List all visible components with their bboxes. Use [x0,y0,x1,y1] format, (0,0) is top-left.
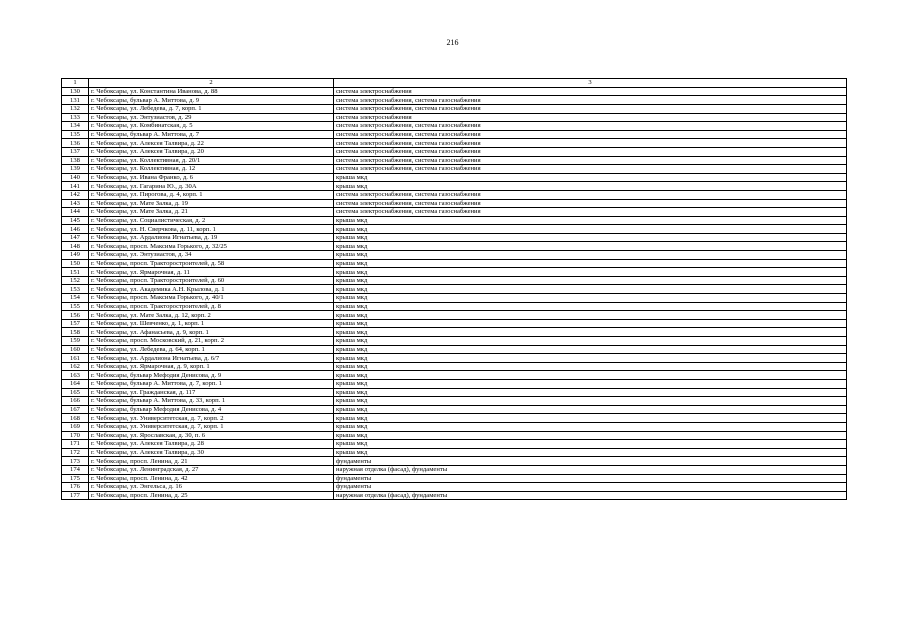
row-number-cell: 166 [62,397,89,406]
address-cell: г. Чебоксары, ул. Социалистическая, д. 2 [89,216,334,225]
row-number-cell: 172 [62,448,89,457]
systems-cell: крыша мкд [334,405,847,414]
row-number-cell: 142 [62,190,89,199]
systems-cell: система электроснабжения, система газоснабжения [334,156,847,165]
address-cell: г. Чебоксары, ул. Ярмарочная, д. 11 [89,268,334,277]
row-number-cell: 145 [62,216,89,225]
row-number-cell: 137 [62,147,89,156]
systems-cell: фундаменты [334,457,847,466]
systems-cell: крыша мкд [334,225,847,234]
address-cell: г. Чебоксары, ул. Коллективная, д. 20/1 [89,156,334,165]
address-cell: г. Чебоксары, просп. Московский, д. 21, корп. 2 [89,337,334,346]
row-number-cell: 162 [62,362,89,371]
address-cell: г. Чебоксары, бульвар А. Миттова, д. 9 [89,96,334,105]
table-row [62,405,847,414]
table-row [62,147,847,156]
address-cell: г. Чебоксары, ул. Лебедева, д. 64, корп. 1 [89,345,334,354]
table-row [62,345,847,354]
table-row [62,122,847,131]
systems-cell: крыша мкд [334,216,847,225]
row-number-cell: 173 [62,457,89,466]
table-row [62,362,847,371]
systems-cell: крыша мкд [334,233,847,242]
table-row [62,216,847,225]
row-number-cell: 149 [62,251,89,260]
row-number-cell: 155 [62,302,89,311]
systems-cell: крыша мкд [334,251,847,260]
row-number-cell: 163 [62,371,89,380]
table-row [62,294,847,303]
address-cell: г. Чебоксары, ул. Ивана Франко, д. 6 [89,173,334,182]
address-cell: г. Чебоксары, ул. Ардалиона Игнатьева, д. 19 [89,233,334,242]
address-cell: г. Чебоксары, ул. Алексея Талвира, д. 30 [89,448,334,457]
table-row [62,285,847,294]
table-row [62,379,847,388]
table-row [62,431,847,440]
address-cell: г. Чебоксары, просп. Максима Горького, д. 40/1 [89,294,334,303]
systems-cell: система электроснабжения, система газоснабжения [334,139,847,148]
row-number-cell: 132 [62,104,89,113]
systems-cell: система электроснабжения, система газоснабжения [334,104,847,113]
address-cell: г. Чебоксары, ул. Алексея Талвира, д. 22 [89,139,334,148]
table-row [62,156,847,165]
table-row [62,199,847,208]
systems-cell: крыша мкд [334,182,847,191]
table-row [62,422,847,431]
systems-cell: крыша мкд [334,319,847,328]
address-cell: г. Чебоксары, ул. Константина Иванова, д. 88 [89,87,334,96]
row-number-cell: 153 [62,285,89,294]
address-cell: г. Чебоксары, ул. Гражданская, д. 117 [89,388,334,397]
address-cell: г. Чебоксары, ул. Энгельса, д. 16 [89,483,334,492]
table-row [62,311,847,320]
row-number-cell: 175 [62,474,89,483]
address-cell: г. Чебоксары, просп. Тракторостроителей, д. 58 [89,259,334,268]
address-cell: г. Чебоксары, ул. Коллективная, д. 12 [89,165,334,174]
systems-cell: крыша мкд [334,294,847,303]
header-cell-systems: 3 [334,79,847,88]
table-row [62,328,847,337]
table-row [62,457,847,466]
systems-cell: крыша мкд [334,354,847,363]
systems-cell: система электроснабжения, система газоснабжения [334,147,847,156]
row-number-cell: 158 [62,328,89,337]
header-cell-address: 2 [89,79,334,88]
address-cell: г. Чебоксары, ул. Ярославская, д. 30, п. 6 [89,431,334,440]
row-number-cell: 139 [62,165,89,174]
table-row [62,465,847,474]
address-cell: г. Чебоксары, ул. Мате Залка, д. 12, корп. 2 [89,311,334,320]
register-table-body [62,79,847,500]
table-row [62,233,847,242]
systems-cell: крыша мкд [334,414,847,423]
table-row [62,190,847,199]
systems-cell: крыша мкд [334,173,847,182]
systems-cell: система электроснабжения [334,113,847,122]
systems-cell: система электроснабжения, система газоснабжения [334,130,847,139]
row-number-cell: 150 [62,259,89,268]
row-number-cell: 167 [62,405,89,414]
table-row [62,251,847,260]
systems-cell: крыша мкд [334,302,847,311]
address-cell: г. Чебоксары, ул. Алексея Талвира, д. 28 [89,440,334,449]
table-row [62,130,847,139]
systems-cell: система электроснабжения [334,87,847,96]
row-number-cell: 176 [62,483,89,492]
systems-cell: наружная отделка (фасад), фундаменты [334,465,847,474]
systems-cell: крыша мкд [334,371,847,380]
systems-cell: система электроснабжения, система газоснабжения [334,199,847,208]
systems-cell: крыша мкд [334,311,847,320]
address-cell: г. Чебоксары, бульвар А. Миттова, д. 7, корп. 1 [89,379,334,388]
systems-cell: система электроснабжения, система газоснабжения [334,190,847,199]
row-number-cell: 160 [62,345,89,354]
address-cell: г. Чебоксары, ул. Энтузиастов, д. 34 [89,251,334,260]
row-number-cell: 131 [62,96,89,105]
systems-cell: крыша мкд [334,388,847,397]
row-number-cell: 146 [62,225,89,234]
table-row [62,474,847,483]
address-cell: г. Чебоксары, ул. Афанасьева, д. 9, корп. 1 [89,328,334,337]
row-number-cell: 152 [62,276,89,285]
row-number-cell: 174 [62,465,89,474]
table-row [62,337,847,346]
address-cell: г. Чебоксары, бульвар Мефодия Денисова, д. 4 [89,405,334,414]
table-row [62,371,847,380]
table-row [62,208,847,217]
row-number-cell: 156 [62,311,89,320]
address-cell: г. Чебоксары, просп. Ленина, д. 42 [89,474,334,483]
page-number: 216 [446,38,459,47]
systems-cell: система электроснабжения, система газоснабжения [334,208,847,217]
address-cell: г. Чебоксары, ул. Ленинградская, д. 27 [89,465,334,474]
systems-cell: крыша мкд [334,285,847,294]
table-row [62,225,847,234]
row-number-cell: 138 [62,156,89,165]
row-number-cell: 143 [62,199,89,208]
row-number-cell: 130 [62,87,89,96]
table-row [62,87,847,96]
address-cell: г. Чебоксары, ул. Мате Залка, д. 21 [89,208,334,217]
row-number-cell: 159 [62,337,89,346]
header-cell-number: 1 [62,79,89,88]
table-row [62,483,847,492]
row-number-cell: 140 [62,173,89,182]
systems-cell: фундаменты [334,483,847,492]
systems-cell: система электроснабжения, система газоснабжения [334,96,847,105]
address-cell: г. Чебоксары, просп. Ленина, д. 21 [89,457,334,466]
systems-cell: крыша мкд [334,328,847,337]
address-cell: г. Чебоксары, ул. Комбинатская, д. 5 [89,122,334,131]
address-cell: г. Чебоксары, бульвар Мефодия Денисова, д. 9 [89,371,334,380]
table-row [62,414,847,423]
table-row [62,139,847,148]
table-row [62,440,847,449]
address-cell: г. Чебоксары, ул. Лебедева, д. 7, корп. 1 [89,104,334,113]
systems-cell: крыша мкд [334,431,847,440]
address-cell: г. Чебоксары, бульвар А. Миттова, д. 7 [89,130,334,139]
systems-cell: крыша мкд [334,379,847,388]
address-cell: г. Чебоксары, просп. Тракторостроителей, д. 8 [89,302,334,311]
row-number-cell: 135 [62,130,89,139]
table-row [62,268,847,277]
systems-cell: крыша мкд [334,242,847,251]
systems-cell: крыша мкд [334,268,847,277]
address-cell: г. Чебоксары, ул. Алексея Талвира, д. 20 [89,147,334,156]
table-row [62,259,847,268]
row-number-cell: 151 [62,268,89,277]
address-cell: г. Чебоксары, ул. Энтузиастов, д. 29 [89,113,334,122]
register-table [61,78,847,500]
systems-cell: наружная отделка (фасад), фундаменты [334,491,847,500]
table-row [62,173,847,182]
systems-cell: система электроснабжения, система газоснабжения [334,122,847,131]
row-number-cell: 168 [62,414,89,423]
table-row [62,397,847,406]
systems-cell: крыша мкд [334,276,847,285]
address-cell: г. Чебоксары, ул. Шевченко, д. 1, корп. 1 [89,319,334,328]
address-cell: г. Чебоксары, бульвар А. Миттова, д. 33, корп. 1 [89,397,334,406]
address-cell: г. Чебоксары, ул. Пирогова, д. 4, корп. 1 [89,190,334,199]
table-row [62,96,847,105]
row-number-cell: 144 [62,208,89,217]
address-cell: г. Чебоксары, просп. Ленина, д. 25 [89,491,334,500]
address-cell: г. Чебоксары, ул. Ардалиона Игнатьева, д. 6/7 [89,354,334,363]
row-number-cell: 141 [62,182,89,191]
address-cell: г. Чебоксары, ул. Ярмарочная, д. 9, корп. 1 [89,362,334,371]
row-number-cell: 147 [62,233,89,242]
table-header-row [62,79,847,88]
row-number-cell: 133 [62,113,89,122]
row-number-cell: 164 [62,379,89,388]
row-number-cell: 169 [62,422,89,431]
row-number-cell: 161 [62,354,89,363]
row-number-cell: 157 [62,319,89,328]
systems-cell: крыша мкд [334,422,847,431]
systems-cell: крыша мкд [334,259,847,268]
row-number-cell: 170 [62,431,89,440]
row-number-cell: 177 [62,491,89,500]
row-number-cell: 165 [62,388,89,397]
address-cell: г. Чебоксары, ул. Гагарина Ю., д. 30А [89,182,334,191]
address-cell: г. Чебоксары, ул. Академика А.Н. Крылова, д. 1 [89,285,334,294]
table-row [62,113,847,122]
table-row [62,354,847,363]
systems-cell: крыша мкд [334,337,847,346]
table-row [62,165,847,174]
row-number-cell: 154 [62,294,89,303]
systems-cell: крыша мкд [334,440,847,449]
address-cell: г. Чебоксары, ул. Университетская, д. 7, корп. 2 [89,414,334,423]
systems-cell: крыша мкд [334,362,847,371]
address-cell: г. Чебоксары, просп. Максима Горького, д. 32/25 [89,242,334,251]
systems-cell: крыша мкд [334,345,847,354]
systems-cell: крыша мкд [334,448,847,457]
table-row [62,491,847,500]
address-cell: г. Чебоксары, просп. Тракторостроителей, д. 60 [89,276,334,285]
table-row [62,104,847,113]
address-cell: г. Чебоксары, ул. Университетская, д. 7, корп. 1 [89,422,334,431]
table-row [62,302,847,311]
table-row [62,276,847,285]
table-row [62,242,847,251]
systems-cell: фундаменты [334,474,847,483]
table-row [62,388,847,397]
address-cell: г. Чебоксары, ул. Мате Залка, д. 19 [89,199,334,208]
row-number-cell: 136 [62,139,89,148]
row-number-cell: 134 [62,122,89,131]
systems-cell: система электроснабжения, система газоснабжения [334,165,847,174]
address-cell: г. Чебоксары, ул. Н. Сверчкова, д. 11, корп. 1 [89,225,334,234]
table-row [62,319,847,328]
row-number-cell: 148 [62,242,89,251]
systems-cell: крыша мкд [334,397,847,406]
table-row [62,448,847,457]
row-number-cell: 171 [62,440,89,449]
table-row [62,182,847,191]
